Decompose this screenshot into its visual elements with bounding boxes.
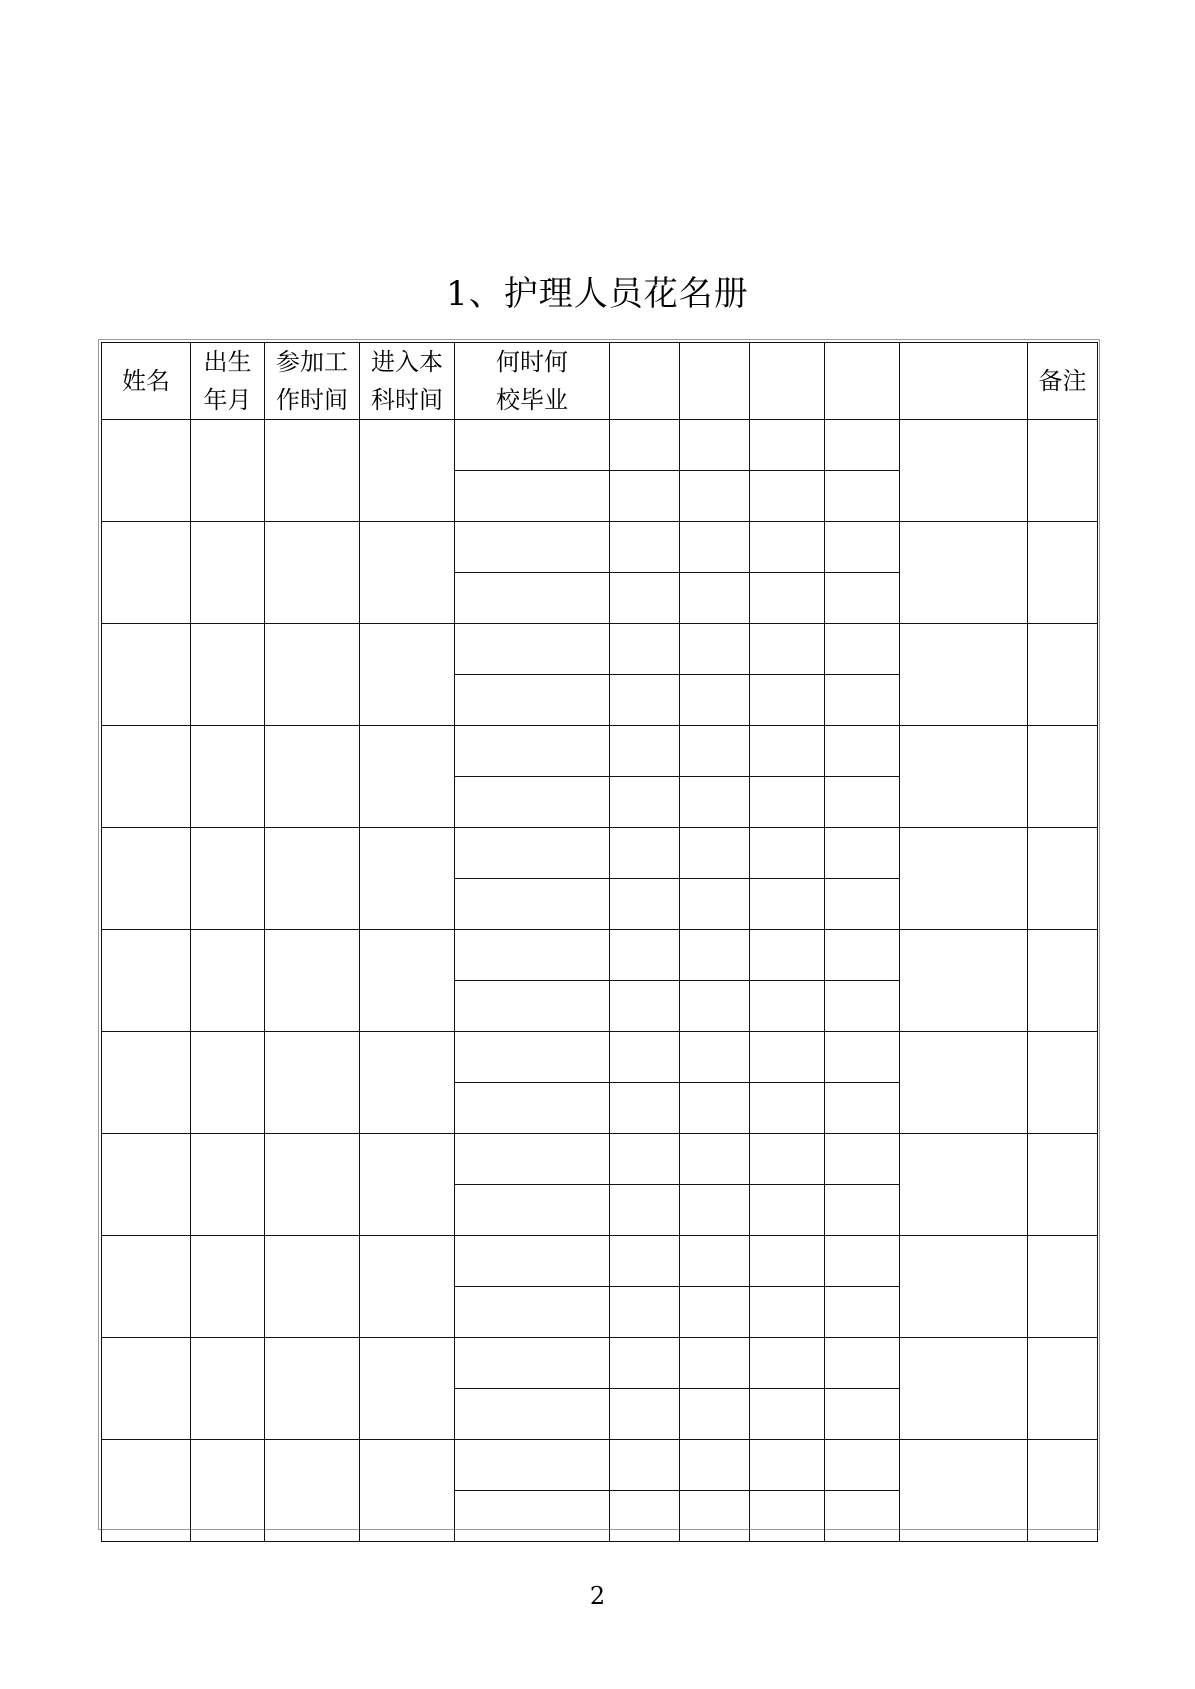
page-number: 2 (589, 1582, 606, 1610)
table-cell (455, 522, 610, 573)
table-cell (680, 1032, 750, 1083)
table-cell (680, 1491, 750, 1542)
table-cell (360, 522, 455, 624)
table-cell (750, 726, 825, 777)
table-cell (1028, 420, 1098, 522)
table-cell (1028, 1440, 1098, 1542)
table-cell (265, 522, 360, 624)
table-cell (1028, 1338, 1098, 1440)
table-cell (750, 624, 825, 675)
table-cell (680, 1185, 750, 1236)
table-cell (680, 777, 750, 828)
table-cell (102, 1338, 191, 1440)
table-cell (610, 879, 680, 930)
table-cell (102, 522, 191, 624)
table-cell (102, 1134, 191, 1236)
table-cell (825, 675, 900, 726)
table-cell (610, 981, 680, 1032)
table-cell (610, 1185, 680, 1236)
table-cell (680, 522, 750, 573)
table-cell (1028, 1032, 1098, 1134)
table-cell (191, 1338, 265, 1440)
table-row (102, 1032, 1098, 1083)
table-cell (680, 828, 750, 879)
table-cell (455, 1236, 610, 1287)
table-row (102, 522, 1098, 573)
table-cell (191, 624, 265, 726)
table-cell (825, 981, 900, 1032)
table-cell (610, 1236, 680, 1287)
table-cell (750, 1083, 825, 1134)
table-cell (680, 1083, 750, 1134)
table-cell (825, 930, 900, 981)
table-cell (750, 420, 825, 471)
table-cell (1028, 522, 1098, 624)
table-cell (1028, 828, 1098, 930)
table-cell (455, 624, 610, 675)
table-cell (750, 522, 825, 573)
table-cell (610, 1134, 680, 1185)
table-cell (680, 1236, 750, 1287)
table-cell (900, 624, 1028, 726)
table-cell (191, 522, 265, 624)
table-cell (825, 624, 900, 675)
table-cell (750, 879, 825, 930)
table-row (102, 624, 1098, 675)
table-cell (825, 1185, 900, 1236)
table-cell (455, 930, 610, 981)
table-cell (825, 522, 900, 573)
table-cell (455, 828, 610, 879)
table-row (102, 930, 1098, 981)
table-cell (610, 1287, 680, 1338)
table-cell (825, 1338, 900, 1389)
table-cell (610, 1032, 680, 1083)
table-cell (265, 930, 360, 1032)
header-dept-entry: 进入本 科时间 (360, 343, 455, 420)
table-cell (455, 879, 610, 930)
table-cell (900, 1032, 1028, 1134)
table-cell (610, 1491, 680, 1542)
table-cell (610, 1083, 680, 1134)
table-cell (900, 828, 1028, 930)
table-cell (680, 675, 750, 726)
table-cell (825, 471, 900, 522)
table-cell (680, 420, 750, 471)
table-cell (750, 1491, 825, 1542)
table-cell (680, 1338, 750, 1389)
table-row (102, 1338, 1098, 1389)
table-cell (455, 1440, 610, 1491)
table-cell (750, 1338, 825, 1389)
table-row (102, 1236, 1098, 1287)
table-cell (825, 1032, 900, 1083)
roster-table (101, 342, 1098, 1542)
table-row (102, 420, 1098, 471)
table-cell (610, 1440, 680, 1491)
table-cell (360, 930, 455, 1032)
table-cell (455, 675, 610, 726)
table-cell (360, 1338, 455, 1440)
table-cell (610, 930, 680, 981)
table-cell (455, 1185, 610, 1236)
table-cell (102, 726, 191, 828)
table-cell (750, 471, 825, 522)
table-cell (455, 1389, 610, 1440)
table-cell (265, 420, 360, 522)
table-row (102, 1440, 1098, 1491)
table-cell (750, 930, 825, 981)
table-cell (750, 1032, 825, 1083)
table-cell (1028, 624, 1098, 726)
table-cell (102, 624, 191, 726)
table-cell (610, 675, 680, 726)
table-cell (360, 1440, 455, 1542)
table-cell (102, 420, 191, 522)
table-cell (750, 828, 825, 879)
header-graduation: 何时何 校毕业 (455, 343, 610, 420)
table-row (102, 1134, 1098, 1185)
table-cell (825, 828, 900, 879)
header-blank (610, 343, 680, 420)
header-blank (900, 343, 1028, 420)
table-cell (750, 981, 825, 1032)
table-cell (191, 726, 265, 828)
header-work-start: 参加工 作时间 (265, 343, 360, 420)
table-cell (900, 522, 1028, 624)
table-cell (610, 726, 680, 777)
header-blank (680, 343, 750, 420)
table-cell (265, 1236, 360, 1338)
table-cell (750, 1440, 825, 1491)
table-cell (265, 624, 360, 726)
table-cell (102, 1440, 191, 1542)
table-cell (680, 1287, 750, 1338)
table-cell (680, 879, 750, 930)
table-cell (265, 726, 360, 828)
table-cell (455, 1083, 610, 1134)
table-cell (900, 420, 1028, 522)
table-cell (825, 1236, 900, 1287)
table-cell (191, 1134, 265, 1236)
table-cell (455, 981, 610, 1032)
table-cell (265, 1338, 360, 1440)
table-cell (680, 726, 750, 777)
table-cell (825, 1287, 900, 1338)
table-cell (455, 1032, 610, 1083)
table-cell (825, 777, 900, 828)
table-cell (680, 471, 750, 522)
header-remarks: 备注 (1028, 343, 1098, 420)
table-cell (1028, 1236, 1098, 1338)
table-cell (900, 1440, 1028, 1542)
table-cell (360, 420, 455, 522)
table-cell (825, 1491, 900, 1542)
table-cell (750, 1134, 825, 1185)
table-row (102, 828, 1098, 879)
table-cell (610, 777, 680, 828)
table-cell (191, 1236, 265, 1338)
table-cell (750, 1185, 825, 1236)
table-cell (825, 1134, 900, 1185)
header-name: 姓名 (102, 343, 191, 420)
table-cell (750, 1389, 825, 1440)
table-cell (102, 828, 191, 930)
table-cell (680, 1389, 750, 1440)
table-cell (750, 777, 825, 828)
header-blank (825, 343, 900, 420)
table-cell (750, 1287, 825, 1338)
table-cell (191, 828, 265, 930)
table-cell (455, 420, 610, 471)
header-birth: 出生 年月 (191, 343, 265, 420)
table-cell (265, 1134, 360, 1236)
table-cell (360, 624, 455, 726)
table-cell (900, 1236, 1028, 1338)
table-cell (900, 1338, 1028, 1440)
table-row (102, 726, 1098, 777)
table-cell (455, 471, 610, 522)
table-cell (610, 1389, 680, 1440)
table-cell (900, 1134, 1028, 1236)
table-cell (455, 573, 610, 624)
table-cell (360, 1032, 455, 1134)
table-cell (265, 1032, 360, 1134)
table-cell (191, 1032, 265, 1134)
table-cell (265, 1440, 360, 1542)
table-cell (1028, 930, 1098, 1032)
table-cell (825, 726, 900, 777)
table-cell (610, 420, 680, 471)
table-cell (1028, 1134, 1098, 1236)
table-cell (750, 1236, 825, 1287)
table-cell (1028, 726, 1098, 828)
table-cell (680, 1440, 750, 1491)
table-cell (610, 828, 680, 879)
table-cell (900, 930, 1028, 1032)
table-cell (610, 471, 680, 522)
table-cell (680, 930, 750, 981)
table-cell (455, 1491, 610, 1542)
header-blank (750, 343, 825, 420)
table-cell (455, 1287, 610, 1338)
table-cell (102, 1236, 191, 1338)
table-cell (610, 522, 680, 573)
table-cell (191, 930, 265, 1032)
table-cell (825, 573, 900, 624)
table-cell (360, 726, 455, 828)
table-cell (610, 1338, 680, 1389)
table-cell (825, 1389, 900, 1440)
table-cell (455, 777, 610, 828)
table-cell (825, 420, 900, 471)
table-cell (680, 573, 750, 624)
table-cell (455, 1134, 610, 1185)
table-cell (825, 879, 900, 930)
table-cell (455, 1338, 610, 1389)
table-cell (680, 1134, 750, 1185)
header-row (102, 343, 1098, 420)
table-cell (825, 1440, 900, 1491)
table-cell (900, 726, 1028, 828)
table-cell (750, 573, 825, 624)
table-cell (265, 828, 360, 930)
table-cell (102, 930, 191, 1032)
table-cell (610, 624, 680, 675)
table-cell (825, 1083, 900, 1134)
table-cell (360, 828, 455, 930)
table-cell (680, 624, 750, 675)
table-cell (191, 1440, 265, 1542)
page-title: 1、护理人员花名册 (446, 274, 749, 314)
table-cell (680, 981, 750, 1032)
table-cell (191, 420, 265, 522)
table-cell (610, 573, 680, 624)
table-cell (360, 1236, 455, 1338)
table-cell (102, 1032, 191, 1134)
table-cell (455, 726, 610, 777)
table-cell (360, 1134, 455, 1236)
table-cell (750, 675, 825, 726)
